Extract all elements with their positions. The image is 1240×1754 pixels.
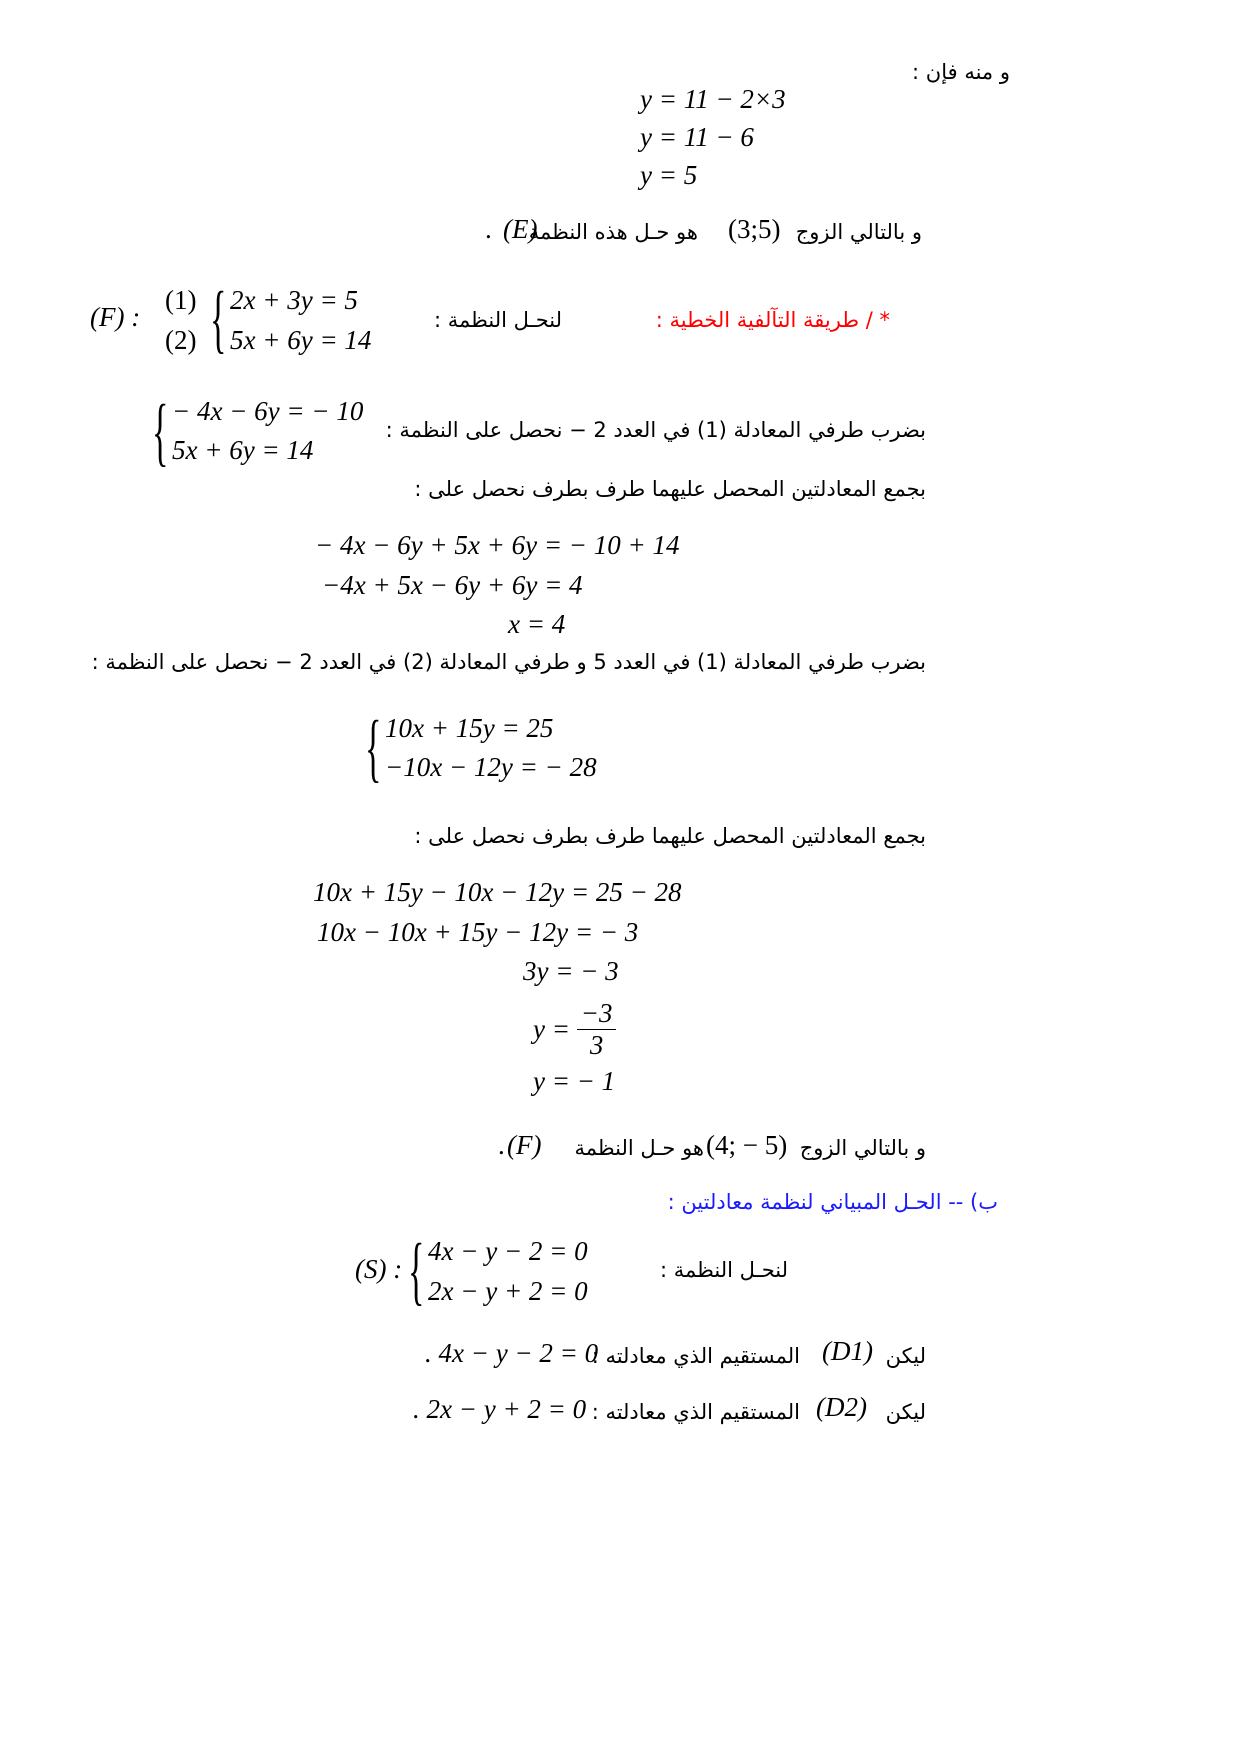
add1-line-1: − 4x − 6y + 5x + 6y = − 10 + 14 (315, 530, 680, 560)
intro-label: و منه فإن : (912, 60, 1010, 84)
d2-let: ليكن (885, 1400, 926, 1424)
add2-frac-den: 3 (589, 1030, 604, 1060)
sol-e-sys: (E) (503, 214, 538, 244)
add2-frac-row (533, 998, 616, 1061)
d2-text: المستقيم الذي معادلته : (591, 1400, 800, 1424)
add1-line-3: x = 4 (508, 609, 566, 639)
system-f-eq2: 5x + 6y = 14 (230, 325, 372, 355)
y-step-3: y = 5 (640, 160, 698, 190)
system-f-eq1: 2x + 3y = 5 (230, 285, 358, 315)
system-s-brace: { (408, 1229, 425, 1313)
add2-line-3: 3y = − 3 (523, 956, 619, 986)
d1-let: ليكن (885, 1344, 926, 1368)
sol-f-pair: (4; − 5) (706, 1130, 788, 1160)
section-b-title: ب) -- الحـل المبياني لنظمة معادلتين : (667, 1190, 998, 1214)
d1-text: المستقيم الذي معادلته : (591, 1344, 800, 1368)
system-f-eq2-label: (2) (165, 325, 197, 355)
sol-e-rest: هو حـل هذه النظمة (528, 220, 698, 244)
add2-frac-lhs: y = (533, 1014, 570, 1044)
add1-line-2: −4x + 5x − 6y + 6y = 4 (322, 570, 583, 600)
y-step-2: y = 11 − 6 (640, 122, 754, 152)
sol-f-end: . (498, 1130, 505, 1160)
system-s-eq1: 4x − y − 2 = 0 (428, 1236, 588, 1266)
method-f-title: * / طريقة التآلفية الخطية : (655, 308, 890, 332)
sol-e-text: و بالتالي الزوج (795, 220, 922, 244)
sol-f-text: و بالتالي الزوج (799, 1136, 926, 1160)
add2-fraction (577, 998, 617, 1061)
step2-eq1: 10x + 15y = 25 (385, 713, 554, 743)
system-f-name: (F) : (90, 302, 141, 332)
step1-eq2: 5x + 6y = 14 (172, 435, 314, 465)
sol-e-pair: (3;5) (728, 214, 781, 244)
step1-brace: { (152, 390, 169, 474)
step1-text: بضرب طرفي المعادلة (1) في العدد 2 − نحصل على النظمة : (385, 418, 926, 442)
sol-e-end: . (485, 214, 492, 244)
sol-f-sys: (F) (507, 1130, 542, 1160)
step1-eq1: − 4x − 6y = − 10 (172, 396, 364, 426)
add2-frac-num: −3 (577, 998, 617, 1030)
add1-text: بجمع المعادلتين المحصل عليهما طرف بطرف نحصل على : (414, 477, 926, 501)
step2-text: بضرب طرفي المعادلة (1) في العدد 5 و طرفي المعادلة (2) في العدد 2 − نحصل على النظمة : (91, 650, 926, 674)
sol-f-rest: هو حـل النظمة (574, 1136, 704, 1160)
system-s-eq2: 2x − y + 2 = 0 (428, 1276, 588, 1306)
add2-last: y = − 1 (533, 1066, 616, 1096)
d1-equation: . 4x − y − 2 = 0 (425, 1338, 599, 1368)
d2-equation: . 2x − y + 2 = 0 (413, 1394, 587, 1424)
system-f-brace: { (210, 277, 227, 361)
step2-eq2: −10x − 12y = − 28 (385, 752, 597, 782)
d1-symbol: (D1) (822, 1336, 873, 1366)
system-f-eq1-label: (1) (165, 285, 197, 315)
step2-brace: { (365, 706, 382, 790)
system-s-name: (S) : (355, 1254, 403, 1284)
method-f-lead: لنحـل النظمة : (434, 308, 562, 332)
system-s-lead: لنحـل النظمة : (660, 1258, 788, 1282)
add2-line-2: 10x − 10x + 15y − 12y = − 3 (317, 917, 639, 947)
add2-line-1: 10x + 15y − 10x − 12y = 25 − 28 (313, 877, 682, 907)
d2-symbol: (D2) (816, 1392, 867, 1422)
add2-text: بجمع المعادلتين المحصل عليهما طرف بطرف نحصل على : (414, 824, 926, 848)
y-step-1: y = 11 − 2×3 (640, 84, 786, 114)
